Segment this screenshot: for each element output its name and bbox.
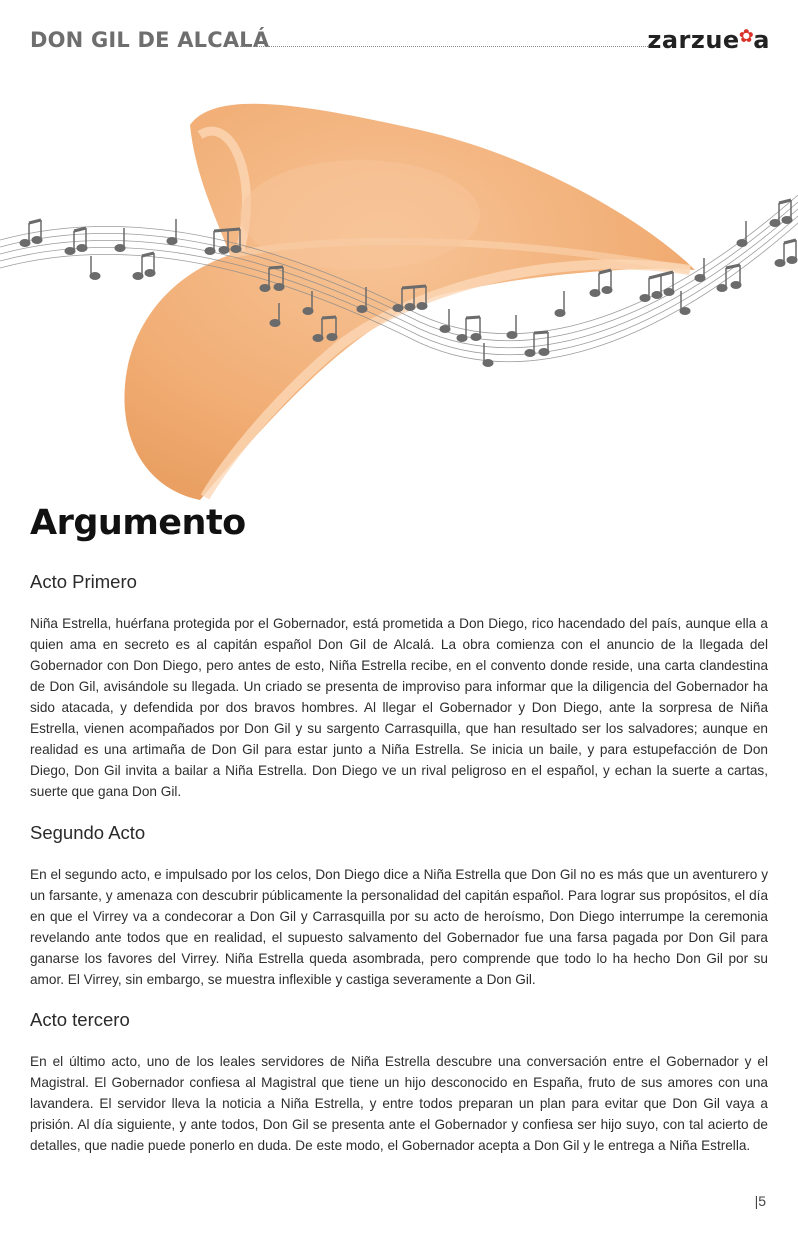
act-3-text: En el último acto, uno de los leales servidores de Niña Estrella descubre una conversación entre el Gobernador y el Magistral. El Gobernador confiesa al Magistral que tiene un hijo desconocido en España, fruto de sus amores con una lavandera. El servidor lleva la noticia a Niña Estrella, y entre todos preparan un plan para evitar que Don Gil vaya a prisión. Al día siguiente, y ante todos, Don Gil se presenta ante el Gobernador y confiesa ser hijo suyo, con tal acierto de detalles, que nadie puede ponerlo en duda. De este modo, el Gobernador acepta a Don Gil y le entrega a Niña Estrella.: [30, 1054, 768, 1153]
act-2-text: En el segundo acto, e impulsado por los celos, Don Diego dice a Niña Estrella que Don Gil no es más que un aventurero y un farsante, y amenaza con descubrir públicamente la personalidad del capitán español. Para lograr sus propósitos, el día en que el Virrey va a condecorar a Don Gil y Carrasquilla por su acto de heroísmo, Don Diego interrumpe la ceremonia revelando ante todos que en realidad, el supuesto salvamento del Gobernador fue una farsa pagada por Don Gil para ganarse los favores del Virrey. Niña Estrella queda asombrada, pero comprende que todo lo ha hecho Don Gil por su amor. El Virrey, sin embargo, se muestra inflexible y castiga severamente a Don Gil.: [30, 867, 768, 987]
page-number: |5: [754, 1193, 766, 1209]
tricorn-hat-icon: [124, 104, 695, 500]
carnation-icon: ✿: [738, 26, 755, 47]
section-heading: Argumento: [30, 503, 246, 543]
header-dotted-rule: [240, 46, 650, 47]
act-1-text: Niña Estrella, huérfana protegida por el Gobernador, está prometida a Don Diego, rico hacendado del país, aunque ella a quien ama en secreto es al capitán español Don Gil de Alcalá. La obra comienza con el anuncio de la llegada del Gobernador con Don Diego, pero antes de esto, Niña Estrella recibe, en el convento donde reside, una carta clandestina de Don Gil, avisándole su llegada. Un criado se presenta de improviso para informar que la diligencia del Gobernador ha sido atacada, y defendida por dos bravos hombres. Al llegar el Gobernador y Don Diego, ante la sorpresa de Niña Estrella, vienen acompañados por Don Gil y su sargento Carrasquilla, que han resultado ser los salvadores; aunque en realidad es una artimaña de Don Gil para estar junto a Niña Estrella. Se inicia un baile, y para estupefacción de Don Diego, Don Gil invita a bailar a Niña Estrella. Don Diego ve un rival peligroso en el español, y echan la suerte a cartas, suerte que gana Don Gil.: [30, 616, 768, 799]
act-1-title: Acto Primero: [30, 571, 137, 592]
act-3-title: Acto tercero: [30, 1009, 130, 1030]
logo-text-start: zarzue: [647, 26, 740, 54]
zarzuela-logo: [647, 26, 770, 54]
header-title: DON GIL DE ALCALÁ: [30, 28, 270, 52]
page-header: [30, 26, 770, 56]
act-2-title: Segundo Acto: [30, 822, 146, 843]
logo-text-end: a: [753, 26, 770, 54]
hat-and-music-illustration: [0, 85, 798, 505]
